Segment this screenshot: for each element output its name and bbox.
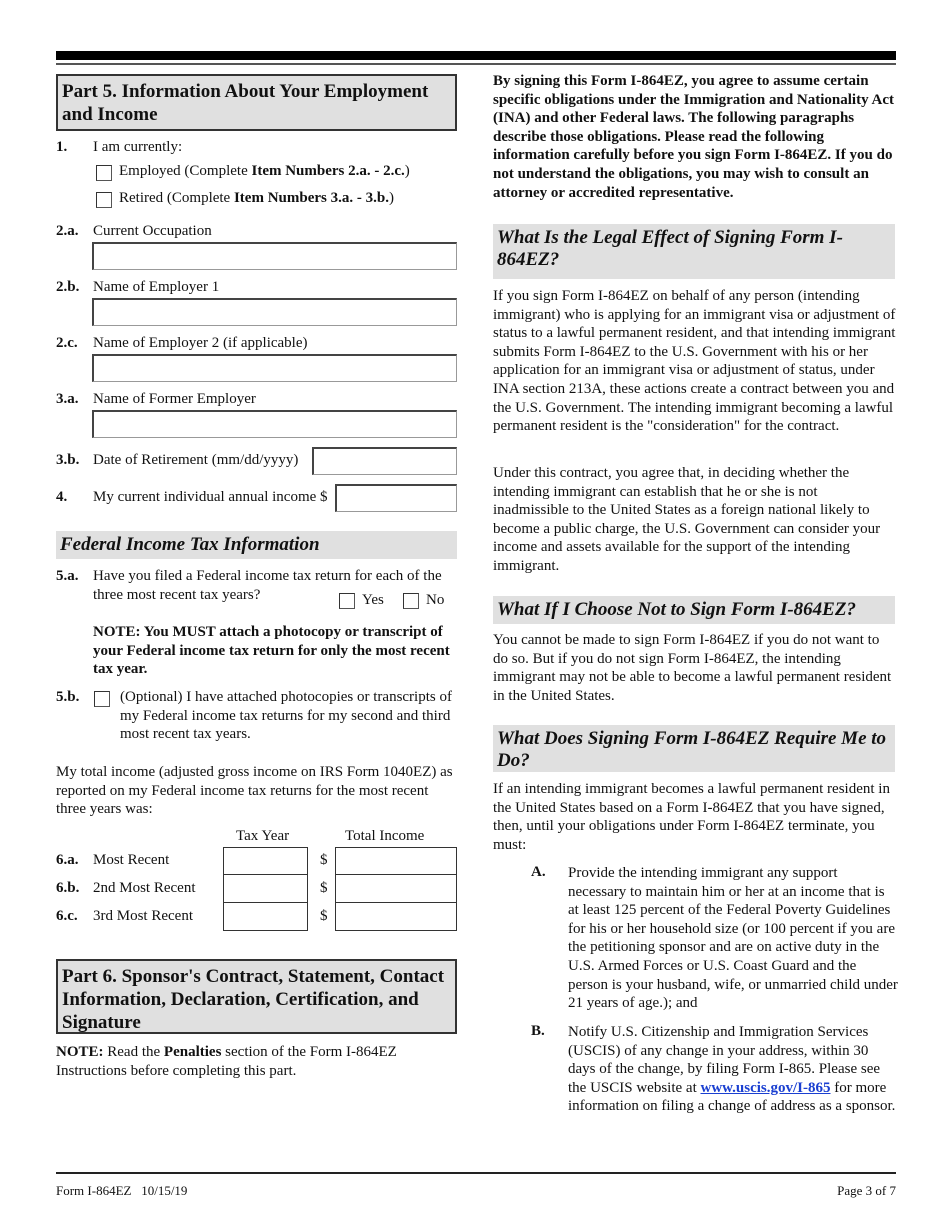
current-occupation-input[interactable] (92, 242, 457, 270)
require-header (493, 725, 895, 772)
tax-info-title: Federal Income Tax Information (60, 534, 320, 555)
most-recent-label: Most Recent (93, 852, 170, 868)
item-number: 2.a. (56, 223, 79, 239)
optional-attached-checkbox[interactable] (94, 691, 110, 707)
item-number: 5.b. (56, 689, 80, 705)
part6-note: NOTE: Read the Penalties section of the Form I-864EZ Instructions before completing this part. (56, 1044, 397, 1079)
item1-label: I am currently: (93, 139, 183, 155)
part5-title: Part 5. Information About Your Employment and Income (62, 81, 429, 125)
employer1-label: Name of Employer 1 (93, 279, 220, 295)
currency-symbol: $ (320, 908, 328, 924)
footer-page-number: Page 3 of 7 (837, 1183, 896, 1198)
top-rule-thick (56, 51, 896, 60)
total-income-column-header: Total Income (345, 828, 425, 844)
former-employer-input[interactable] (92, 410, 457, 438)
employer2-label: Name of Employer 2 (if applicable) (93, 335, 308, 351)
annual-income-label: My current individual annual income $ (93, 489, 328, 505)
not-sign-title: What If I Choose Not to Sign Form I-864EZ? (497, 599, 856, 620)
item-number: 6.c. (56, 908, 78, 924)
employed-option-label: Employed (Complete Item Numbers 2.a. - 2.c.) (119, 163, 410, 179)
retirement-date-input[interactable] (312, 447, 457, 475)
item-number: 6.a. (56, 852, 79, 868)
employer2-input[interactable] (92, 354, 457, 382)
second-most-recent-label: 2nd Most Recent (93, 880, 196, 896)
tax-year-input-6a[interactable] (223, 847, 308, 876)
item-letter-a: A. (531, 864, 546, 880)
tax-year-column-header: Tax Year (236, 828, 290, 844)
tax-info-header (56, 531, 457, 559)
former-employer-label: Name of Former Employer (93, 391, 256, 407)
currency-symbol: $ (320, 852, 328, 868)
total-income-input-6a[interactable] (335, 847, 457, 876)
item-number: 3.a. (56, 391, 79, 407)
part6-title: Part 6. Sponsor's Contract, Statement, Contact Information, Declaration, Certification, and Signature (62, 966, 445, 1033)
legal-effect-title: What Is the Legal Effect of Signing Form I-864EZ? (497, 227, 843, 270)
item5b-text: (Optional) I have attached photocopies or transcripts of my Federal income tax returns for my second and third most recent tax years. (120, 689, 452, 743)
footer-rule (56, 1172, 896, 1174)
item5a-line1: Have you filed a Federal income tax return for each of the (93, 568, 442, 584)
item-letter-b: B. (531, 1023, 545, 1039)
require-para: If an intending immigrant becomes a lawful permanent resident in the United States based on a Form I-864EZ that you have signed, then, until your obligations under Form I-864EZ terminate, you must: (493, 781, 890, 853)
tax-year-input-6c[interactable] (223, 902, 308, 931)
uscis-i865-link[interactable]: www.uscis.gov/I-865 (700, 1079, 831, 1096)
retirement-date-label: Date of Retirement (mm/dd/yyyy) (93, 452, 299, 468)
annual-income-input[interactable] (335, 484, 457, 512)
retired-option-label: Retired (Complete Item Numbers 3.a. - 3.b.) (119, 190, 394, 206)
item-number: 2.c. (56, 335, 78, 351)
legal-effect-header (493, 224, 895, 279)
tax-note: NOTE: You MUST attach a photocopy or transcript of your Federal income tax return for only the most recent tax year. (93, 624, 450, 678)
top-rule-thin (56, 63, 896, 65)
item-number: 4. (56, 489, 68, 505)
item-number: 3.b. (56, 452, 80, 468)
obligation-b-text: Notify U.S. Citizenship and Immigration Services (USCIS) of any change in your address, within 30 days of the change, by filing Form I-865. Please see the USCIS website at www.uscis.gov/I-865 for more information on filing a change of address as a sponsor. (568, 1024, 896, 1115)
not-sign-para: You cannot be made to sign Form I-864EZ if you do not want to do so. But if you do not sign Form I-864EZ, the intending immigrant may not be able to become a lawful permanent resident in the United States. (493, 632, 892, 704)
third-most-recent-label: 3rd Most Recent (93, 908, 193, 924)
part5-header (56, 74, 457, 131)
footer-form-id: Form I-864EZ 10/15/19 (56, 1183, 188, 1198)
obligation-a-text: Provide the intending immigrant any support necessary to maintain him or her at an income that is at least 125 percent of the Federal Poverty Guidelines for his or her household size (or 100 percent if you are the petitioning sponsor and are on active duty in the U.S. Armed Forces or U.S. Coast Guard and the person is your husband, wife, or unmarried child under 21 years of age.); and (568, 865, 898, 1012)
employer1-input[interactable] (92, 298, 457, 326)
filed-yes-checkbox[interactable] (339, 593, 355, 609)
total-income-input-6b[interactable] (335, 874, 457, 903)
legal-effect-para2: Under this contract, you agree that, in deciding whether the intending immigrant can establish that he or she is not inadmissible to the United States as a foreign national likely to become a public charge, the U.S. Government can consider your income and assets available for the support of the intending immigrant. (493, 465, 881, 574)
no-label: No (426, 592, 445, 608)
filed-no-checkbox[interactable] (403, 593, 419, 609)
item-number: 2.b. (56, 279, 80, 295)
retired-checkbox[interactable] (96, 192, 112, 208)
item-number: 6.b. (56, 880, 80, 896)
tax-year-input-6b[interactable] (223, 874, 308, 903)
total-income-input-6c[interactable] (335, 902, 457, 931)
not-sign-header (493, 596, 895, 624)
part6-header (56, 959, 457, 1034)
employed-checkbox[interactable] (96, 165, 112, 181)
currency-symbol: $ (320, 880, 328, 896)
item-number: 1. (56, 139, 68, 155)
item-number: 5.a. (56, 568, 79, 584)
signing-intro: By signing this Form I-864EZ, you agree to assume certain specific obligations under the Immigration and Nationality Act (INA) and other Federal laws. The following paragraphs describe those obligations. Please read the following information carefully before you sign Form I-864EZ. If you do not understand the obligations, you may wish to consult an attorney or accredited representative. (493, 73, 894, 201)
item5a-line2: three most recent tax years? (93, 587, 261, 603)
income-intro: My total income (adjusted gross income on IRS Form 1040EZ) as reported on my Federal income tax returns for the most recent three years was: (56, 764, 453, 818)
current-occupation-label: Current Occupation (93, 223, 212, 239)
yes-label: Yes (362, 592, 384, 608)
require-title: What Does Signing Form I-864EZ Require Me to Do? (497, 728, 887, 771)
legal-effect-para1: If you sign Form I-864EZ on behalf of any person (intending immigrant) who is applying for an immigrant visa or adjustment of status to a lawful permanent resident, and that intending immigrant submits Form I-864EZ to the U.S. Government with his or her application for an immigrant visa or adjustment of status, under INA section 213A, these actions create a contract between you and the U.S. Government. The intending immigrant becoming a lawful permanent resident is the "consideration" for the contract. (493, 288, 896, 435)
